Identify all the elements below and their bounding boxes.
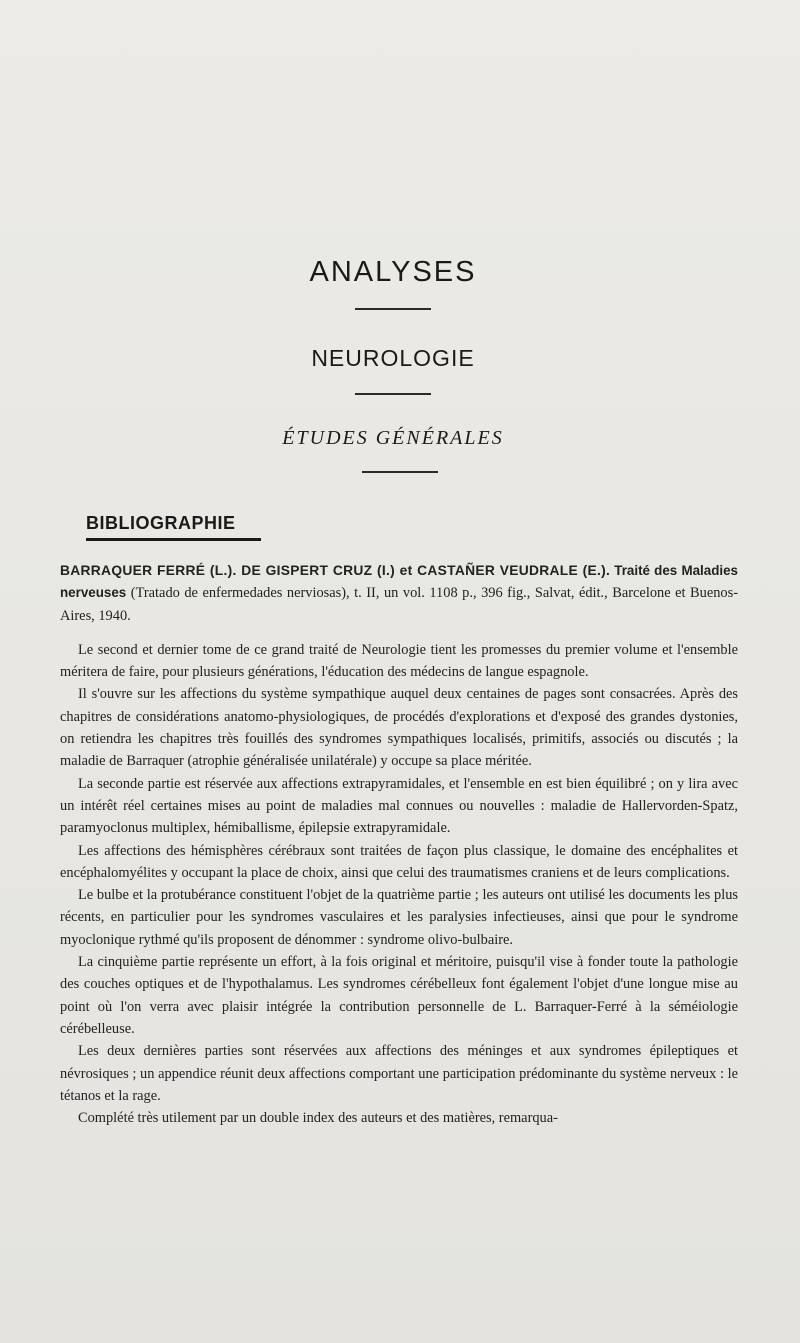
bibliographic-reference: [60, 560, 738, 627]
body-paragraph: Complété très utilement par un double index des auteurs et des matières, remarqua-: [78, 1110, 558, 1127]
body-paragraph: Le bulbe et la protubérance constituent l'objet de la quatrième partie ; les auteurs ont utilisé les documents les plus récents, en particulier pour les syndromes vasculaires et les paralysies infectieuses, ainsi que pour le syndrome myoclonique rythmé qu'ils proposent de dénommer : syndrome olivo-bulbaire.: [60, 887, 738, 948]
subsection-title: ÉTUDES GÉNÉRALES: [282, 427, 504, 449]
bibliography-underline: [86, 538, 261, 541]
section-divider: [362, 471, 438, 473]
bibliography-heading: BIBLIOGRAPHIE: [86, 513, 236, 533]
reference-details: (Tratado de enfermedades nerviosas), t. II, un vol. 1108 p., 396 fig., Salvat, édit., Barcelone et Buenos-Aires, 1940.: [60, 585, 738, 624]
body-paragraph: Il s'ouvre sur les affections du système sympathique auquel deux centaines de pages sont consacrées. Après des chapitres de considérations anatomo-physiologiques, de procédés d'explorations et d'exposé des grandes dystonies, on retiendra les chapitres très fouillés des syndromes sympathiques localisés, primitifs, associés ou discutés ; la maladie de Barraquer (atrophie généralisée unilatérale) y occupe sa place méritée.: [60, 686, 738, 770]
subtitle-divider: [355, 393, 431, 395]
reference-authors: BARRAQUER FERRÉ (L.). DE GISPERT CRUZ (I.) et CASTAÑER VEUDRALE (E.).: [60, 563, 611, 578]
body-paragraph: Les affections des hémisphères cérébraux sont traitées de façon plus classique, le domaine des encéphalites et encéphalomyélites y occupant la place de choix, ainsi que celui des traumatismes craniens et de leurs complications.: [60, 842, 738, 881]
body-paragraph: Les deux dernières parties sont réservées aux affections des méninges et aux syndromes épileptiques et névrosiques ; un appendice réunit deux affections comportant une participation prédominante du système nerveux : le tétanos et la rage.: [60, 1043, 738, 1104]
reference-book-title: Traité des Maladies nerveuses: [60, 563, 739, 601]
body-paragraph: Le second et dernier tome de ce grand traité de Neurologie tient les promesses du premier volume et l'ensemble méritera de faire, pour plusieurs générations, l'éducation des médecins de langue espagnole.: [60, 641, 738, 681]
page-title: ANALYSES: [309, 256, 477, 288]
body-paragraph: La seconde partie est réservée aux affections extrapyramidales, et l'ensemble en est bien équilibré ; on y lira avec un intérêt réel certaines mises au point de maladies mal connues ou nouvelles : maladie de Hallervorden-Spatz, paramyoclonus multiplex, hémiballisme, épilepsie extrapyramidale.: [60, 775, 738, 837]
title-divider: [355, 308, 431, 310]
article-body: [60, 560, 738, 1129]
body-paragraph: La cinquième partie représente un effort, à la fois original et méritoire, puisqu'il vise à fonder toute la pathologie des couches optiques et de l'hypothalamus. Les syndromes cérébelleux font également l'objet d'une longue mise au point où l'on verra avec plaisir intégrée la contribution personnelle de L. Barraquer-Ferré à la séméiologie cérébelleuse.: [60, 954, 738, 1037]
section-title: NEUROLOGIE: [311, 345, 475, 371]
